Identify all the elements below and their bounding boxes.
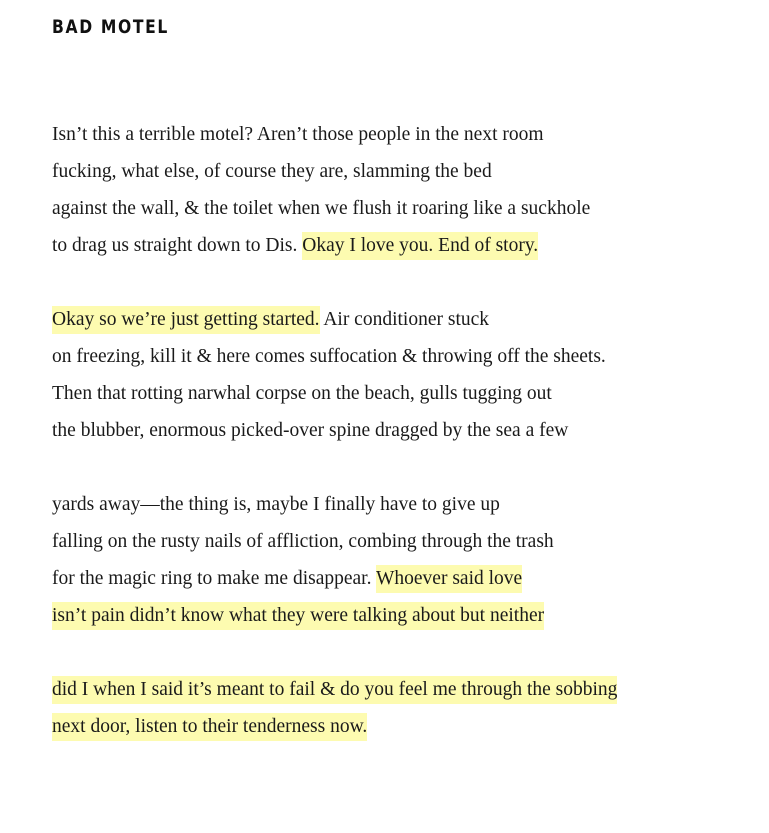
line-text: yards away—the thing is, maybe I finally have to give up (52, 494, 500, 515)
poem-line (52, 375, 752, 412)
line-text: Then that rotting narwhal corpse on the beach, gulls tugging out (52, 383, 552, 404)
line-text: on freezing, kill it & here comes suffocation & throwing off the sheets. (52, 346, 606, 367)
highlighted-text: Okay so we’re just getting started. (52, 306, 320, 334)
poem-line (52, 523, 752, 560)
poem-line (52, 227, 752, 264)
line-text: against the wall, & the toilet when we flush it roaring like a suckhole (52, 198, 591, 219)
stanza-3 (52, 486, 752, 634)
line-text: to drag us straight down to Dis. (52, 235, 303, 256)
highlighted-text: next door, listen to their tenderness now. (52, 713, 367, 741)
poem-line (52, 486, 752, 523)
stanza-1 (52, 116, 752, 264)
poem-body (52, 116, 752, 782)
poem-line (52, 116, 752, 153)
highlighted-text: Whoever said love (376, 565, 522, 593)
stanza-2 (52, 301, 752, 449)
poem-line (52, 597, 752, 634)
line-text: Isn’t this a terrible motel? Aren’t those people in the next room (52, 124, 544, 145)
poem-line (52, 338, 752, 375)
poem-line (52, 190, 752, 227)
line-text: Air conditioner stuck (319, 309, 490, 330)
poem-line (52, 153, 752, 190)
poem-line (52, 671, 752, 708)
highlighted-text: isn’t pain didn’t know what they were talking about but neither (52, 602, 544, 630)
highlighted-text: did I when I said it’s meant to fail & do you feel me through the sobbing (52, 676, 617, 704)
stanza-4 (52, 671, 752, 745)
line-text: fucking, what else, of course they are, slamming the bed (52, 161, 492, 182)
line-text: for the magic ring to make me disappear. (52, 568, 376, 589)
line-text: the blubber, enormous picked-over spine dragged by the sea a few (52, 420, 569, 441)
poem-line (52, 412, 752, 449)
poem-line (52, 708, 752, 745)
highlighted-text: Okay I love you. End of story. (302, 232, 538, 260)
poem-line (52, 301, 752, 338)
poem-line (52, 560, 752, 597)
poem-title: BAD MOTEL (52, 16, 170, 38)
line-text: falling on the rusty nails of affliction, combing through the trash (52, 531, 554, 552)
